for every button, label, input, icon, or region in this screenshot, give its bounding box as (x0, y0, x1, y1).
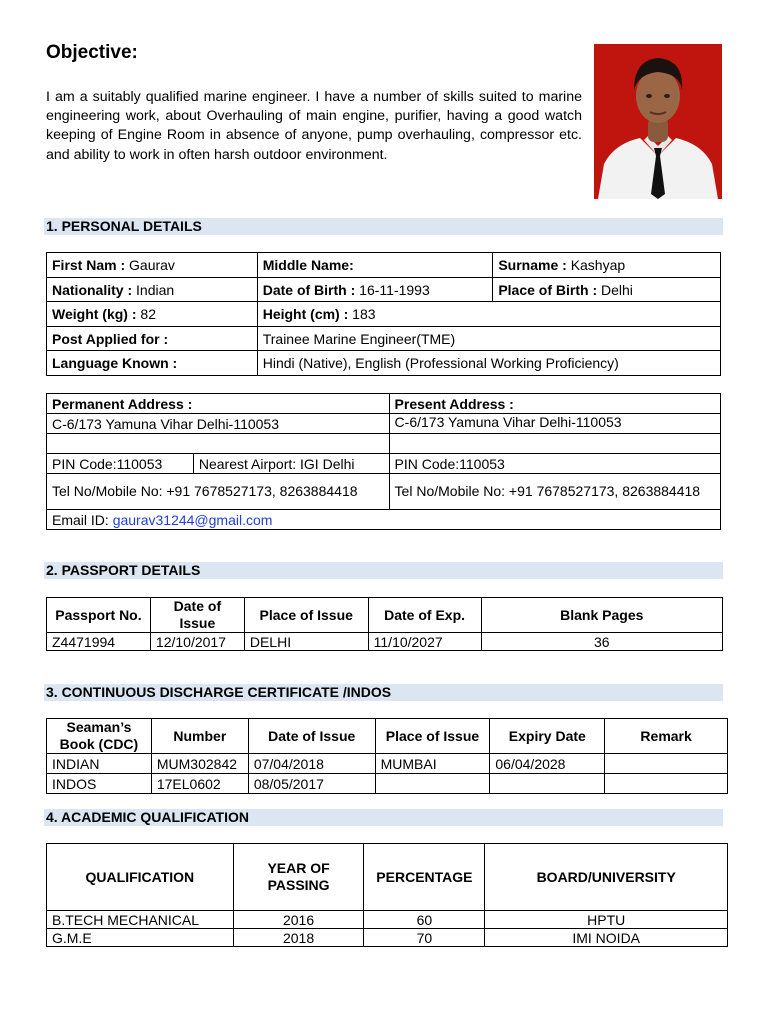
table-row: Email ID: gaurav31244@gmail.com (47, 510, 721, 530)
table-row: Seaman’s Book (CDC) Number Date of Issue Place of Issue Expiry Date Remark (47, 719, 728, 754)
present-phone: Tel No/Mobile No: +91 7678527173, 8263884418 (389, 474, 720, 510)
objective-text: I am a suitably qualified marine engineer. I have a number of skills suited to marine engineering work, about Overhauling of main engine, purifier, having a good watch keeping of Engine Room in absence of anyone, pump overhauling, compressor etc. and ability to work in often harsh outdoor environment. (46, 89, 582, 163)
table-row (47, 434, 721, 454)
present-pin: PIN Code:110053 (389, 454, 720, 474)
table-row: QUALIFICATION YEAR OF PASSING PERCENTAGE BOARD/UNIVERSITY (47, 844, 728, 911)
table-row: Z4471994 12/10/2017 DELHI 11/10/2027 36 (47, 633, 723, 651)
table-row: Permanent Address : Present Address : (47, 394, 721, 414)
height: 183 (352, 306, 376, 322)
personal-details-table (46, 252, 721, 376)
first-name: Gaurav (129, 257, 175, 273)
table-row: Nationality : Indian Date of Birth : 16-11-1993 Place of Birth : Delhi (47, 278, 721, 302)
table-row: Language Known : Hindi (Native), English (Professional Working Proficiency) (47, 351, 721, 376)
profile-photo (594, 44, 722, 199)
table-row: Post Applied for : Trainee Marine Engineer(TME) (47, 327, 721, 351)
passport-table (46, 597, 723, 651)
table-row (47, 474, 721, 510)
table-row: Passport No. Date of Issue Place of Issue Date of Exp. Blank Pages (47, 598, 723, 633)
academic-table (46, 843, 728, 947)
personal-details-section-title: 1. PERSONAL DETAILS (44, 218, 723, 235)
surname: Kashyap (570, 257, 626, 273)
permanent-address: C-6/173 Yamuna Vihar Delhi-110053 (47, 414, 390, 434)
table-row: B.TECH MECHANICAL 2016 60 HPTU (47, 911, 728, 929)
table-row: First Nam : Gaurav Middle Name: Surname : Kashyap (47, 253, 721, 278)
person-photo-icon (594, 44, 722, 199)
table-row: INDIAN MUM302842 07/04/2018 MUMBAI 06/04/2028 (47, 754, 728, 774)
objective-heading: Objective: (46, 42, 138, 63)
date-of-birth: 16-11-1993 (359, 281, 430, 298)
table-row: G.M.E 2018 70 IMI NOIDA (47, 929, 728, 947)
weight: 82 (140, 306, 156, 322)
table-row (47, 414, 721, 434)
permanent-pin: PIN Code:110053 (47, 454, 194, 474)
table-row: INDOS 17EL0602 08/05/2017 (47, 774, 728, 794)
academic-section-title: 4. ACADEMIC QUALIFICATION (44, 809, 723, 826)
permanent-phone: Tel No/Mobile No: +91 7678527173, 8263884418 (47, 474, 390, 510)
present-address: C-6/173 Yamuna Vihar Delhi-110053 (389, 414, 720, 434)
nationality: Indian (136, 281, 175, 298)
post-applied: Trainee Marine Engineer(TME) (257, 327, 720, 351)
email-link[interactable]: gaurav31244@gmail.com (112, 511, 273, 528)
cdc-section-title: 3. CONTINUOUS DISCHARGE CERTIFICATE /INDOS (44, 684, 723, 701)
table-row (47, 454, 721, 474)
nearest-airport: Nearest Airport: IGI Delhi (193, 454, 389, 474)
languages: Hindi (Native), English (Professional Working Proficiency) (257, 351, 720, 376)
passport-section-title: 2. PASSPORT DETAILS (44, 562, 723, 579)
cdc-table (46, 718, 728, 794)
table-row: Weight (kg) : 82 Height (cm) : 183 (47, 302, 721, 327)
place-of-birth: Delhi (601, 281, 633, 298)
address-table (46, 393, 721, 530)
